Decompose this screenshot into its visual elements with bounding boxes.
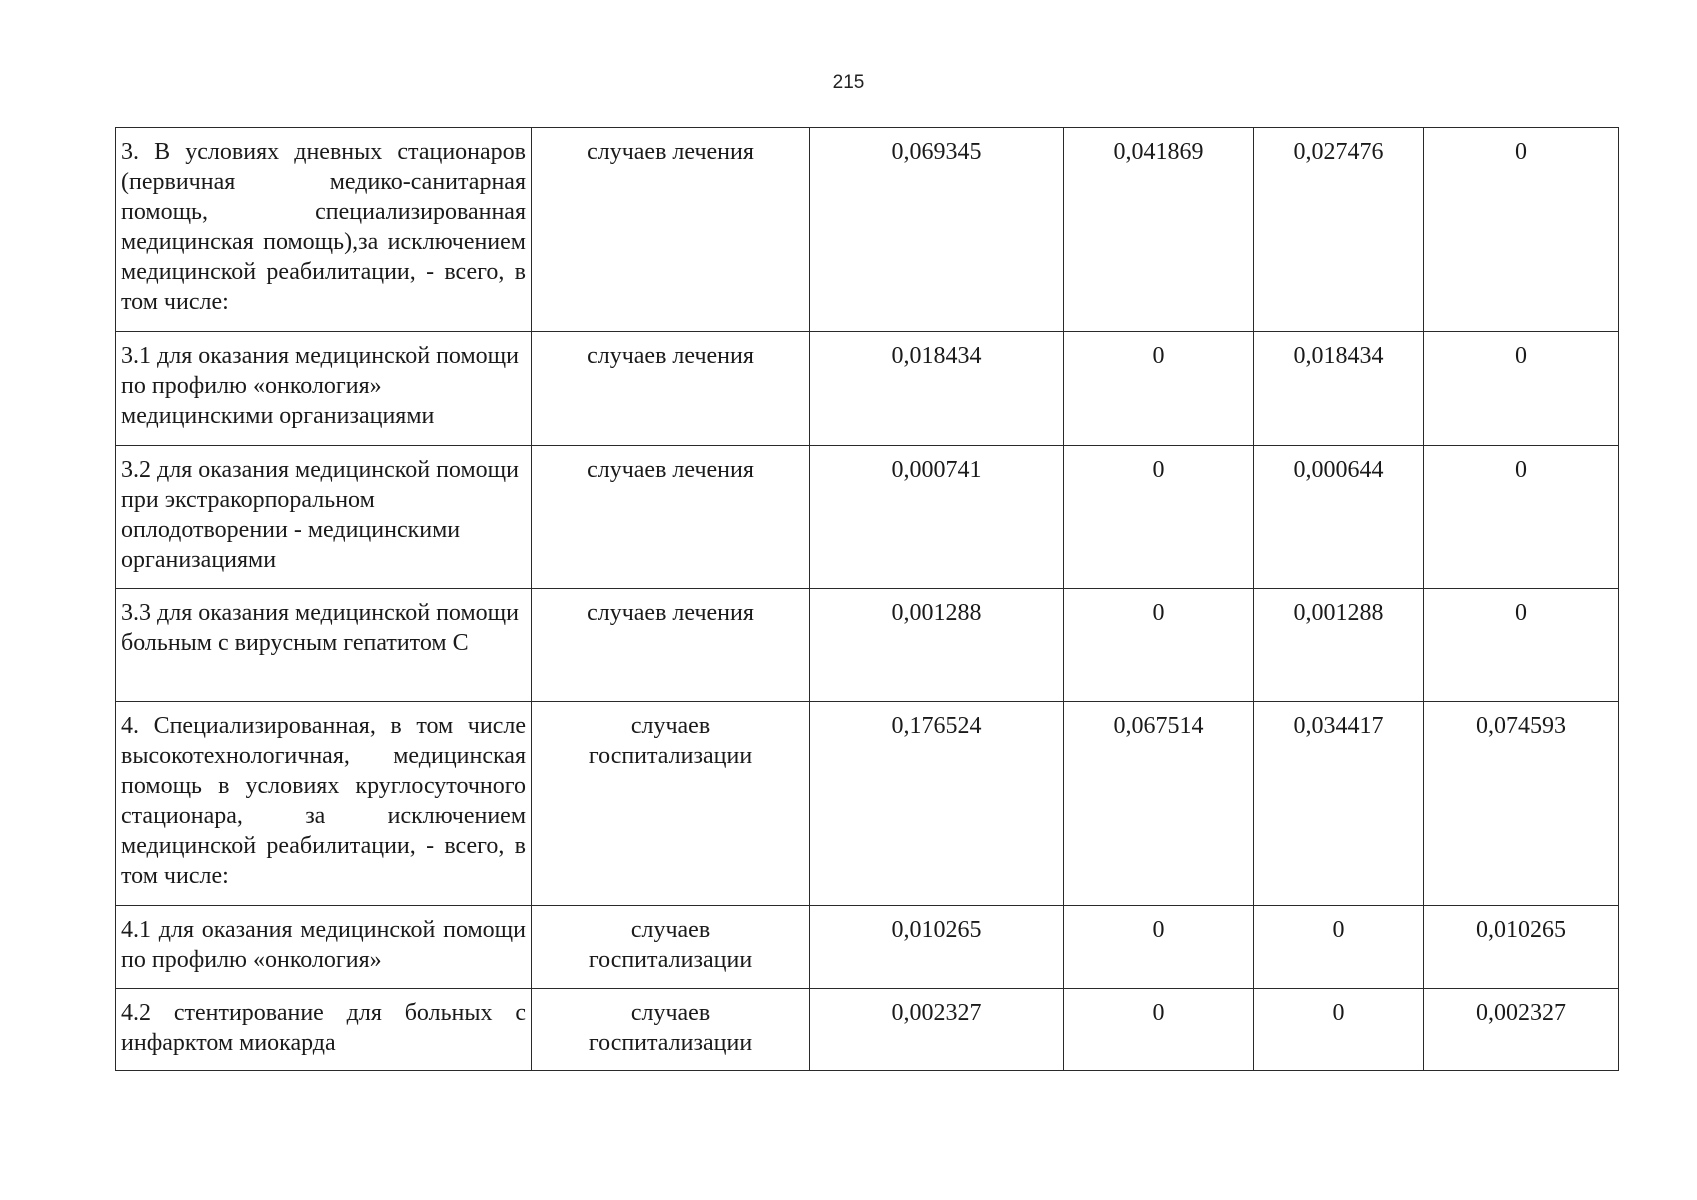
table-row: [116, 702, 1619, 906]
row-unit-cell: [532, 446, 810, 589]
row-name-cell: 3.3 для оказания медицинской помощи больным с вирусным гепатитом С: [116, 589, 532, 702]
page-number: 215: [832, 72, 865, 93]
row-unit-cell: [532, 702, 810, 906]
value-cell: 0,000741: [810, 446, 1064, 589]
value-cell: 0,034417: [1254, 702, 1424, 906]
table-row: [116, 332, 1619, 446]
row-name-cell: 4.2 стентирование для больных с инфарктом миокарда: [116, 989, 532, 1071]
value-cell: 0,010265: [1424, 906, 1619, 989]
value-cell: 0,074593: [1424, 702, 1619, 906]
unit-text: случаев лечения: [587, 457, 754, 483]
value-cell: 0,001288: [810, 589, 1064, 702]
row-name-cell: 4. Специализированная, в том числе высокотехнологичная, медицинская помощь в условиях круглосуточного стационара, за исключением медицинской реабилитации, - всего, в том числе:: [116, 702, 532, 906]
unit-text: госпитализации: [588, 947, 753, 973]
value-cell: 0: [1254, 906, 1424, 989]
unit-text: случаев лечения: [587, 343, 754, 369]
row-unit-cell: [532, 589, 810, 702]
value-cell: 0,018434: [810, 332, 1064, 446]
value-cell: 0: [1064, 446, 1254, 589]
value-cell: 0,002327: [810, 989, 1064, 1071]
value-cell: 0,069345: [810, 128, 1064, 332]
value-cell: 0: [1254, 989, 1424, 1071]
unit-text: госпитализации: [588, 743, 753, 769]
unit-text: случаев: [630, 1000, 711, 1026]
value-cell: 0: [1424, 589, 1619, 702]
row-unit-cell: [532, 128, 810, 332]
value-cell: 0,067514: [1064, 702, 1254, 906]
table-row: [116, 589, 1619, 702]
value-cell: 0,002327: [1424, 989, 1619, 1071]
table-row: [116, 446, 1619, 589]
unit-text: случаев: [630, 917, 711, 943]
row-name-cell: 3.2 для оказания медицинской помощи при экстракорпоральном оплодотворении - медицинскими организациями: [116, 446, 532, 589]
row-name-cell: 3. В условиях дневных стационаров (первичная медико-санитарная помощь, специализированная медицинская помощь),за исключением медицинской реабилитации, - всего, в том числе:: [116, 128, 532, 332]
table-row: [116, 128, 1619, 332]
value-cell: 0: [1424, 446, 1619, 589]
data-table: [115, 127, 1619, 1071]
value-cell: 0,018434: [1254, 332, 1424, 446]
value-cell: 0: [1424, 128, 1619, 332]
value-cell: 0: [1064, 989, 1254, 1071]
value-cell: 0: [1064, 332, 1254, 446]
row-unit-cell: [532, 989, 810, 1071]
unit-text: случаев: [630, 713, 711, 739]
value-cell: 0,000644: [1254, 446, 1424, 589]
unit-text: случаев лечения: [587, 139, 754, 165]
value-cell: 0: [1064, 589, 1254, 702]
value-cell: 0,001288: [1254, 589, 1424, 702]
table-row: [116, 906, 1619, 989]
value-cell: 0: [1064, 906, 1254, 989]
value-cell: 0,027476: [1254, 128, 1424, 332]
value-cell: 0,041869: [1064, 128, 1254, 332]
table-row: [116, 989, 1619, 1071]
value-cell: 0,010265: [810, 906, 1064, 989]
value-cell: 0,176524: [810, 702, 1064, 906]
unit-text: случаев лечения: [587, 600, 754, 626]
row-unit-cell: [532, 332, 810, 446]
value-cell: 0: [1424, 332, 1619, 446]
row-name-cell: 4.1 для оказания медицинской помощи по профилю «онкология»: [116, 906, 532, 989]
row-unit-cell: [532, 906, 810, 989]
row-name-cell: 3.1 для оказания медицинской помощи по профилю «онкология» медицинскими организациями: [116, 332, 532, 446]
unit-text: госпитализации: [588, 1030, 753, 1056]
